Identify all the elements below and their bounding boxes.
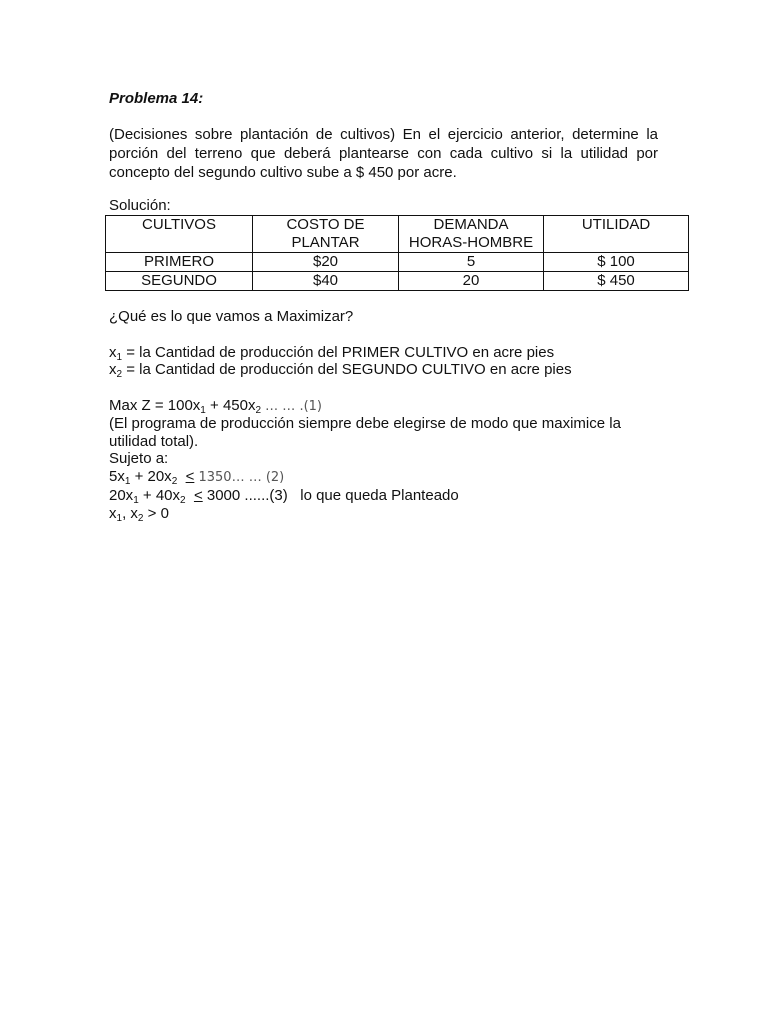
table-row <box>106 272 689 291</box>
table-cell: 5 <box>399 253 544 272</box>
table-cell: $ 100 <box>544 253 689 272</box>
note-line-1: (El programa de producción siempre debe elegirse de modo que maximice la <box>109 415 621 432</box>
constraint-2: $5x_1 + 20x_2$ < 1350… … (2) <box>109 468 285 487</box>
constraint-3: $20x_1 + 40x_2 < 3000$ ......(3) lo que queda Planteado <box>109 487 459 506</box>
variable-x1: $x_1$ = la Cantidad de producción del PRIMER CULTIVO en acre pies <box>109 344 555 363</box>
table-header-row <box>106 216 689 253</box>
objective-function: Max $Z = 100x_1 + 450x_2$ … … .(1) <box>109 397 322 416</box>
problem-statement: (Decisiones sobre plantación de cultivos) En el ejercicio anterior, determine la porción del terreno que deberá plantearse con cada cultivo si la utilidad por concepto del segundo cultivo sube a $ 450 por acre. <box>109 126 658 181</box>
variable-x2: $x_2$ = la Cantidad de producción del SEGUNDO CULTIVO en acre pies <box>109 361 572 380</box>
subject-to-label: Sujeto a: <box>109 450 169 467</box>
non-negativity: $x_1$, $x_2 > 0$ <box>109 505 169 524</box>
header-demanda: DEMANDA HORAS-HOMBRE <box>399 216 544 253</box>
note-line-2: utilidad total). <box>109 433 199 450</box>
header-costo: COSTO DE PLANTAR <box>253 216 399 253</box>
header-utilidad: UTILIDAD <box>544 216 689 253</box>
solution-label: Solución: <box>109 197 171 214</box>
table-cell: PRIMERO <box>106 253 253 272</box>
table-cell: 20 <box>399 272 544 291</box>
problem-title: Problema 14: <box>109 90 204 107</box>
crops-table <box>105 215 689 291</box>
question-line: ¿Qué es lo que vamos a Maximizar? <box>109 308 354 325</box>
table-cell: SEGUNDO <box>106 272 253 291</box>
table-cell: $40 <box>253 272 399 291</box>
header-cultivos: CULTIVOS <box>106 216 253 253</box>
table-cell: $ 450 <box>544 272 689 291</box>
table-row <box>106 253 689 272</box>
table-cell: $20 <box>253 253 399 272</box>
